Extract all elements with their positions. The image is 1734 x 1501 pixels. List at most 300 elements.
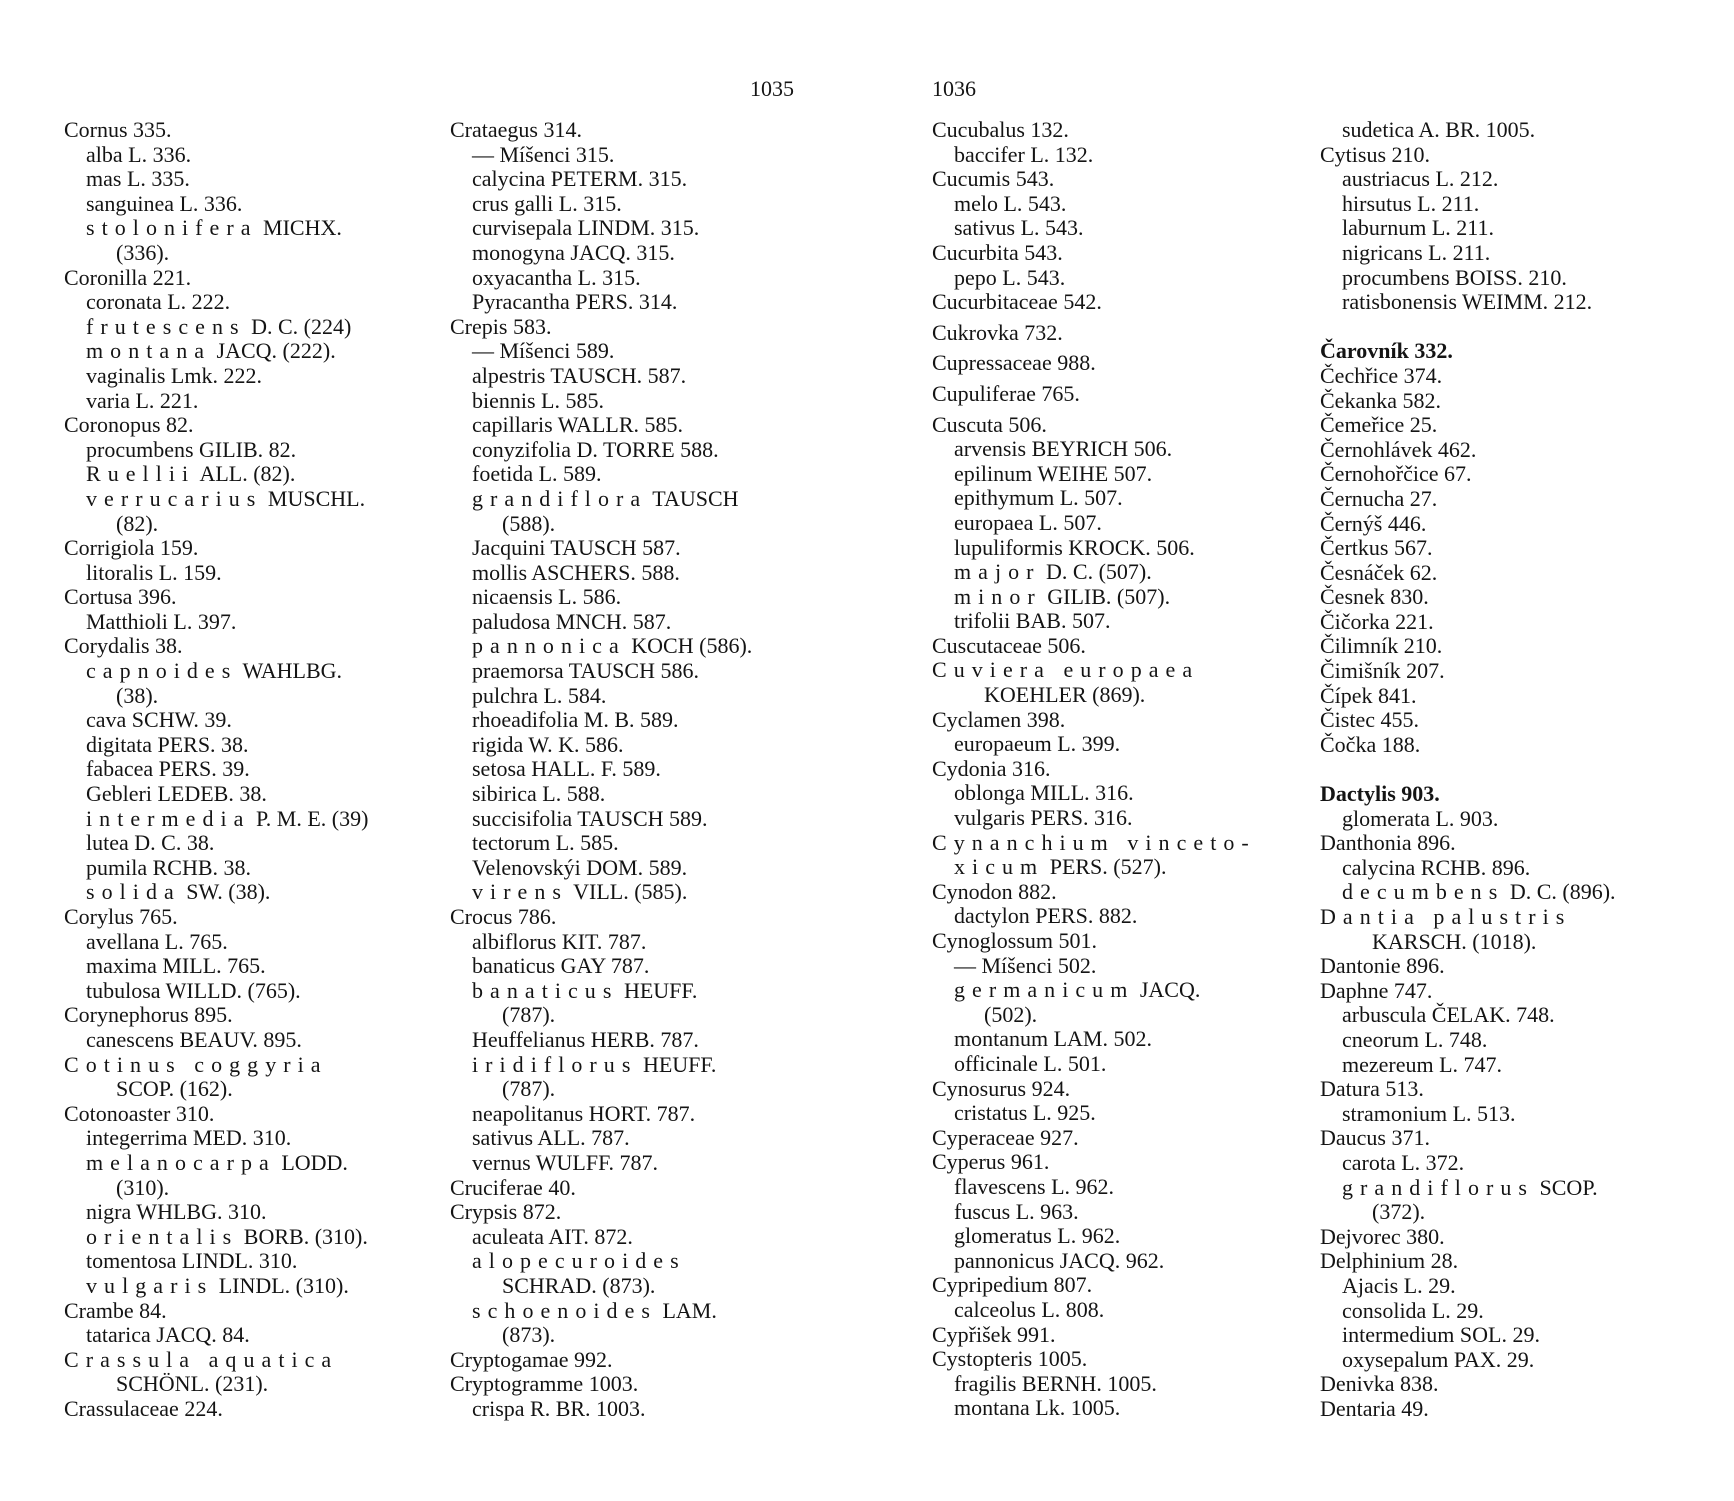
index-subentry [932,486,1292,511]
index-term: germanicum [954,977,1135,1003]
index-subentry [932,1298,1292,1323]
index-term: arvensis BEYRICH 506. [954,436,1173,462]
index-term: baccifer L. 132. [954,141,1094,167]
index-subentry [450,536,810,561]
index-entry [1320,487,1680,512]
index-term: sibirica L. 588. [472,781,606,807]
index-subentry [450,1126,810,1151]
index-term: melo L. 543. [954,190,1067,216]
index-subentry [450,1077,810,1102]
index-term: Cynanchium vinceto- [932,829,1256,855]
index-term: litoralis L. 159. [86,559,222,585]
index-term: SCOP. (162). [116,1076,233,1102]
index-subentry [64,757,424,782]
index-term: (787). [502,1002,556,1028]
index-term: canescens BEAUV. 895. [86,1026,302,1052]
index-reference: GILIB. (507). [1047,583,1171,609]
index-term: curvisepala LINDM. 315. [472,215,700,241]
index-term: schoenoides [472,1297,657,1323]
index-entry [1320,659,1680,684]
index-subentry [1320,930,1680,955]
index-term: lutea D. C. 38. [86,830,215,856]
index-term: Pyracantha PERS. 314. [472,289,678,315]
index-subentry [932,1003,1292,1028]
index-term: Denivka 838. [1320,1371,1439,1397]
index-subentry [450,1102,810,1127]
index-term: sanguinea L. 336. [86,190,243,216]
index-term: Černucha 27. [1320,485,1438,511]
index-subentry [1320,1003,1680,1028]
index-reference: D. C. (507). [1046,559,1152,585]
index-entry [64,905,424,930]
index-subentry [450,339,810,364]
index-subentry [450,413,810,438]
index-subentry [932,143,1292,168]
index-subentry [64,1225,424,1250]
index-entry [1320,979,1680,1004]
index-subentry [450,1053,810,1078]
index-entry [64,634,424,659]
index-term: Daphne 747. [1320,977,1433,1003]
index-term: Dentaria 49. [1320,1395,1429,1421]
index-term: epithymum L. 507. [954,485,1123,511]
index-entry [1320,684,1680,709]
index-term: Cotonoaster 310. [64,1100,215,1126]
index-subentry [1320,1323,1680,1348]
index-term: glomeratus L. 962. [954,1223,1121,1249]
index-entry [1320,585,1680,610]
index-subentry [64,192,424,217]
index-entry [64,1102,424,1127]
index-subentry [64,1028,424,1053]
index-term: vaginalis Lmk. 222. [86,362,262,388]
index-subentry [64,512,424,537]
index-entry [64,536,424,561]
index-subentry [450,757,810,782]
index-entry [1320,143,1680,168]
index-subentry [450,1397,810,1422]
index-term: Cupuliferae 765. [932,380,1080,406]
index-term: Cucurbitaceae 542. [932,289,1102,315]
index-subentry [450,1274,810,1299]
index-subentry [450,266,810,291]
index-subentry [1320,1053,1680,1078]
index-subentry [450,634,810,659]
index-term: melanocarpa [86,1149,276,1175]
index-entry [1320,905,1680,930]
index-column-4 [1320,118,1680,1421]
index-term: Cryptogamae 992. [450,1346,613,1372]
index-entry [64,1397,424,1422]
index-reference: ALL. (82). [199,461,296,487]
index-term: monogyna JACQ. 315. [472,239,675,265]
index-term: Čimišník 207. [1320,658,1445,684]
index-subentry [64,315,424,340]
index-subentry [1320,1151,1680,1176]
index-term: Čičorka 221. [1320,608,1434,634]
index-subentry [64,389,424,414]
index-subentry [450,856,810,881]
index-subentry [64,782,424,807]
index-term: paludosa MNCH. 587. [472,608,672,634]
index-entry [450,1176,810,1201]
index-spacer [1320,315,1680,340]
index-term: sativus ALL. 787. [472,1125,630,1151]
index-term: Čistec 455. [1320,707,1419,733]
index-term: Cynoglossum 501. [932,928,1098,953]
index-term: pulchra L. 584. [472,682,607,708]
index-subentry [64,659,424,684]
index-term: oxyacantha L. 315. [472,264,641,290]
index-subentry [450,782,810,807]
index-term: epilinum WEIHE 507. [954,460,1153,486]
index-term: capnoides [86,658,238,684]
index-entry [450,1200,810,1225]
index-term: nicaensis L. 586. [472,584,622,610]
index-term: cristatus L. 925. [954,1100,1096,1126]
index-subentry [450,241,810,266]
index-term: rhoeadifolia M. B. 589. [472,707,679,733]
index-entry [64,585,424,610]
index-term: Corylus 765. [64,904,178,929]
index-subentry [450,1299,810,1324]
index-reference: SCOP. [1539,1174,1598,1200]
index-reference: JACQ. (222). [216,338,336,364]
index-reference: PERS. (527). [1049,854,1167,880]
index-entry [1320,1225,1680,1250]
index-term: calycina RCHB. 896. [1342,854,1531,880]
index-subentry [450,733,810,758]
index-subentry [450,880,810,905]
index-entry [932,634,1292,659]
index-term: (336). [116,239,170,265]
index-subentry [64,167,424,192]
index-term: solida [86,879,181,905]
index-subentry [1320,118,1680,143]
index-term: SCHÖNL. (231). [116,1371,269,1397]
index-term: iridiflorus [472,1051,638,1077]
index-term: Čočka 188. [1320,731,1421,757]
index-term: nigra WHLBG. 310. [86,1199,267,1225]
index-reference: MUSCHL. [267,485,366,511]
index-reference: 903. [1401,781,1440,807]
index-subentry [64,1126,424,1151]
index-entry [1320,831,1680,856]
index-subentry [64,1249,424,1274]
index-term: Čarovník [1320,338,1409,364]
index-term: Dactylis [1320,781,1396,807]
index-subentry [64,364,424,389]
index-term: Čechřice 374. [1320,362,1443,388]
index-term: vernus WULFF. 787. [472,1149,659,1175]
index-subentry [450,364,810,389]
index-entry [1320,389,1680,414]
index-term: mollis ASCHERS. 588. [472,559,680,585]
index-entry [450,905,810,930]
index-entry [932,757,1292,782]
index-subentry [64,241,424,266]
index-entry [1320,1249,1680,1274]
index-term: Česnáček 62. [1320,559,1438,585]
index-term: Crassula aquatica [64,1346,339,1372]
index-subentry [932,216,1292,241]
index-term: pepo L. 543. [954,264,1066,290]
index-subentry [450,143,810,168]
index-subentry [1320,1274,1680,1299]
index-term: Cuscuta 506. [932,411,1047,437]
index-term: Černohlávek 462. [1320,436,1477,462]
index-term: montana Lk. 1005. [954,1395,1121,1421]
index-term: (38). [116,682,159,708]
index-term: intermedia [86,805,251,831]
index-subentry [932,683,1292,708]
index-term: avellana L. 765. [86,928,228,954]
index-subentry [450,512,810,537]
index-term: Dejvorec 380. [1320,1223,1445,1249]
index-entry [1320,1126,1680,1151]
index-term: Daucus 371. [1320,1125,1430,1151]
index-term: SCHRAD. (873). [502,1272,656,1298]
index-subentry [1320,1102,1680,1127]
index-term: Cucurbita 543. [932,239,1063,265]
index-term: cneorum L. 748. [1342,1026,1488,1052]
index-subentry [932,1396,1292,1421]
index-subentry [64,733,424,758]
index-subentry [932,462,1292,487]
index-term: capillaris WALLR. 585. [472,412,683,438]
index-subentry [932,1052,1292,1077]
index-term: Matthioli L. 397. [86,608,237,634]
index-term: sudetica A. BR. 1005. [1342,117,1536,142]
index-term: (310). [116,1174,170,1200]
index-subentry [450,438,810,463]
index-term: europaea L. 507. [954,509,1102,535]
index-term: — Míšenci 502. [954,952,1097,978]
index-subentry [932,1249,1292,1274]
index-subentry [450,389,810,414]
page-number-left: 1035 [750,76,794,101]
index-subentry [932,1175,1292,1200]
index-subentry [450,954,810,979]
index-reference: MICHX. [263,215,342,241]
index-subentry [450,1003,810,1028]
index-term: Gebleri LEDEB. 38. [86,781,267,807]
index-term: conyzifolia D. TORRE 588. [472,436,719,462]
index-term: tatarica JACQ. 84. [86,1322,250,1348]
index-subentry [450,216,810,241]
index-subentry [932,1224,1292,1249]
index-term: integerrima MED. 310. [86,1125,292,1151]
index-term: Crataegus 314. [450,117,582,142]
index-term: xicum [954,854,1045,880]
index-subentry [1320,266,1680,291]
index-entry [1320,512,1680,537]
index-term: Cornus 335. [64,117,172,142]
index-term: Datura 513. [1320,1076,1424,1102]
index-term: crus galli L. 315. [472,190,622,216]
index-entry [1320,438,1680,463]
index-term: officinale L. 501. [954,1050,1107,1076]
index-subentry [64,1323,424,1348]
index-term: fabacea PERS. 39. [86,756,250,782]
index-term: calycina PETERM. 315. [472,166,688,192]
index-term: montana [86,338,212,364]
index-subentry [64,561,424,586]
index-entry [64,413,424,438]
index-term: Corydalis 38. [64,633,183,659]
index-term: Dantonie 896. [1320,953,1445,979]
index-subentry [64,610,424,635]
index-subentry [932,954,1292,979]
index-subentry [64,438,424,463]
index-term: intermedium SOL. 29. [1342,1322,1540,1348]
index-term: albiflorus KIT. 787. [472,928,647,954]
index-subentry [64,880,424,905]
index-subentry [450,1249,810,1274]
index-subentry [932,1200,1292,1225]
index-term: Crypsis 872. [450,1199,562,1225]
index-subentry [64,930,424,955]
index-entry [64,266,424,291]
index-subentry [64,1274,424,1299]
index-term: KARSCH. (1018). [1372,928,1537,954]
index-term: tubulosa WILLD. (765). [86,977,301,1003]
index-term: Čemeřice 25. [1320,412,1438,438]
index-term: varia L. 221. [86,387,199,413]
index-subentry [64,339,424,364]
index-term: procumbens GILIB. 82. [86,436,297,462]
index-term: (372). [1372,1199,1426,1225]
index-term: ratisbonensis WEIMM. 212. [1342,289,1593,315]
index-subentry [64,831,424,856]
index-subentry [932,437,1292,462]
index-subentry [932,192,1292,217]
index-term: pannonica [472,633,626,659]
index-entry [932,708,1292,733]
index-subentry [450,708,810,733]
index-term: trifolii BAB. 507. [954,608,1111,634]
index-subentry [450,1225,810,1250]
index-term: oblonga MILL. 316. [954,780,1134,806]
index-subentry [932,732,1292,757]
index-subentry [932,1027,1292,1052]
index-subentry [450,487,810,512]
index-subentry [1320,807,1680,832]
index-subentry [450,684,810,709]
index-subentry [932,1101,1292,1126]
index-entry [932,1150,1292,1175]
index-reference: D. C. (224) [251,313,352,339]
index-subentry [64,1372,424,1397]
index-subentry [1320,216,1680,241]
index-subentry [450,807,810,832]
index-entry [932,382,1292,407]
index-subentry [450,930,810,955]
index-term: Cytisus 210. [1320,141,1431,167]
index-reference: HEUFF. [623,977,698,1003]
index-subentry [932,536,1292,561]
index-term: virens [472,879,569,905]
index-subentry [64,807,424,832]
index-term: aculeata AIT. 872. [472,1223,633,1249]
index-subentry [450,462,810,487]
index-term: Corynephorus 895. [64,1002,233,1028]
index-entry [450,1348,810,1373]
index-subentry [932,904,1292,929]
index-entry [1320,782,1680,807]
index-term: mezereum L. 747. [1342,1051,1503,1077]
index-term: oxysepalum PAX. 29. [1342,1346,1535,1372]
index-reference: BORB. (310). [243,1223,368,1249]
index-entry [932,658,1292,683]
index-entry [64,1348,424,1373]
page-number-right: 1036 [932,76,976,101]
index-subentry [64,979,424,1004]
index-entry [932,831,1292,856]
index-entry [932,413,1292,438]
index-term: Crambe 84. [64,1297,167,1323]
index-subentry [450,1028,810,1053]
index-term: stolonifera [86,215,258,241]
index-entry [450,1372,810,1397]
index-term: Velenovskýi DOM. 589. [472,854,688,880]
index-term: Cuscutaceae 506. [932,632,1086,658]
index-entry [1320,536,1680,561]
index-subentry [450,585,810,610]
index-subentry [932,781,1292,806]
index-subentry [64,1077,424,1102]
index-term: Delphinium 28. [1320,1248,1459,1274]
index-entry [64,118,424,143]
index-term: Crassulaceae 224. [64,1395,223,1421]
index-entry [1320,561,1680,586]
index-reference: WAHLBG. [242,658,343,684]
index-entry [450,315,810,340]
index-subentry [64,290,424,315]
index-term: coronata L. 222. [86,289,231,315]
index-spacer [1320,757,1680,782]
index-term: tectorum L. 585. [472,830,619,856]
index-column-2 [450,118,810,1421]
index-subentry [450,192,810,217]
index-reference: P. M. E. (39) [255,805,369,831]
index-term: Crepis 583. [450,313,552,339]
index-term: fuscus L. 963. [954,1198,1079,1224]
index-entry [1320,954,1680,979]
index-subentry [450,290,810,315]
index-subentry [1320,192,1680,217]
index-term: Jacquini TAUSCH 587. [472,535,681,561]
index-subentry [64,462,424,487]
index-term: vulgaris PERS. 316. [954,805,1133,831]
index-entry [1320,364,1680,389]
index-term: Čípek 841. [1320,682,1417,708]
index-subentry [932,560,1292,585]
index-subentry [1320,1028,1680,1053]
index-term: Cotinus coggyria [64,1051,328,1077]
index-term: montanum LAM. 502. [954,1026,1152,1052]
index-term: Cypřišek 991. [932,1321,1056,1347]
index-column-3 [932,118,1292,1421]
index-term: Heuffelianus HERB. 787. [472,1026,699,1052]
index-term: Danthonia 896. [1320,830,1456,856]
index-term: Černohořčice 67. [1320,461,1472,487]
index-term: foetida L. 589. [472,461,602,487]
index-term: frutescens [86,313,246,339]
index-term: sativus L. 543. [954,215,1084,241]
index-term: Cystopteris 1005. [932,1346,1088,1372]
index-entry [932,118,1292,143]
